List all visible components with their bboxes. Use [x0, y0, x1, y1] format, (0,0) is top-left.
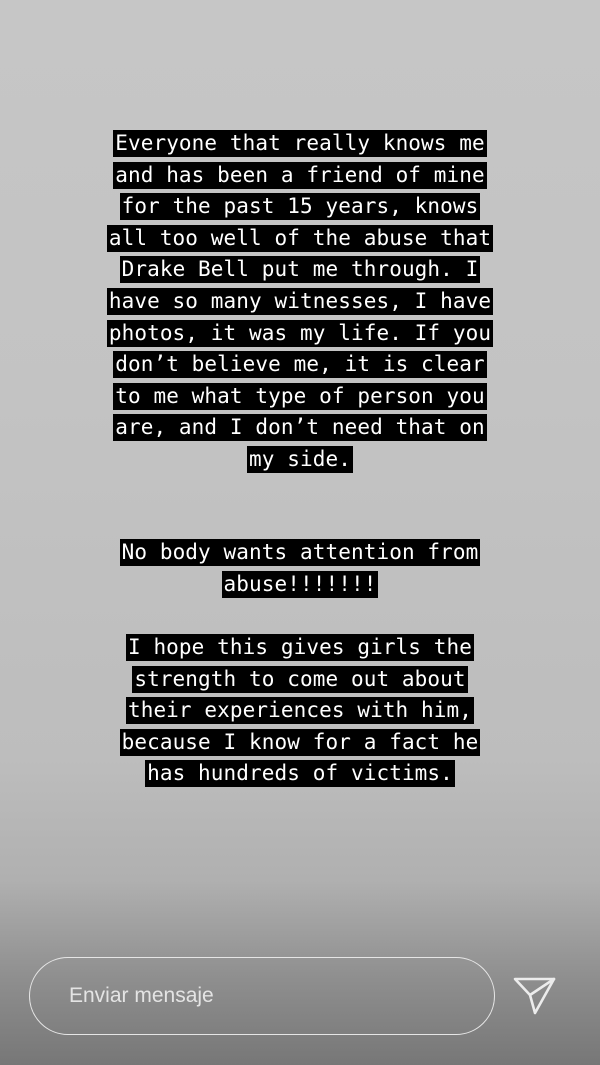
story-text-line: my side.	[249, 446, 351, 471]
story-text-line: to me what type of person you	[115, 383, 485, 408]
story-paragraph	[0, 536, 600, 599]
story-text-line: Everyone that really knows me	[115, 131, 485, 155]
send-button[interactable]	[512, 975, 558, 1017]
story-text-line: don’t believe me, it is clear	[115, 352, 485, 377]
story-text-line: I hope this gives girls the	[127, 635, 473, 659]
story-text-line: photos, it was my life. If you	[108, 320, 492, 345]
story-text-line: for the past 15 years, knows	[121, 194, 479, 219]
story-text-line: have so many witnesses, I have	[108, 288, 492, 313]
story-text-line: and has been a friend of mine	[115, 162, 485, 187]
story-text-line: has hundreds of victims.	[147, 761, 453, 786]
story-text-line: are, and I don’t need that on	[115, 415, 485, 440]
story-paragraph	[0, 127, 600, 475]
story-text-line: abuse!!!!!!!	[223, 571, 377, 596]
message-input-placeholder: Enviar mensaje	[69, 984, 214, 1007]
story-text-line: all too well of the abuse that	[108, 225, 492, 250]
story-text-line: because I know for a fact he	[121, 729, 479, 754]
story-paragraph	[0, 631, 600, 789]
story-text-line: strength to come out about	[134, 666, 466, 691]
story-text-line: No body wants attention from	[121, 540, 479, 564]
paper-plane-icon	[512, 975, 558, 1017]
story-text-line: their experiences with him,	[127, 698, 473, 723]
story-text-line: Drake Bell put me through. I	[121, 257, 479, 282]
message-input[interactable]	[29, 957, 495, 1035]
